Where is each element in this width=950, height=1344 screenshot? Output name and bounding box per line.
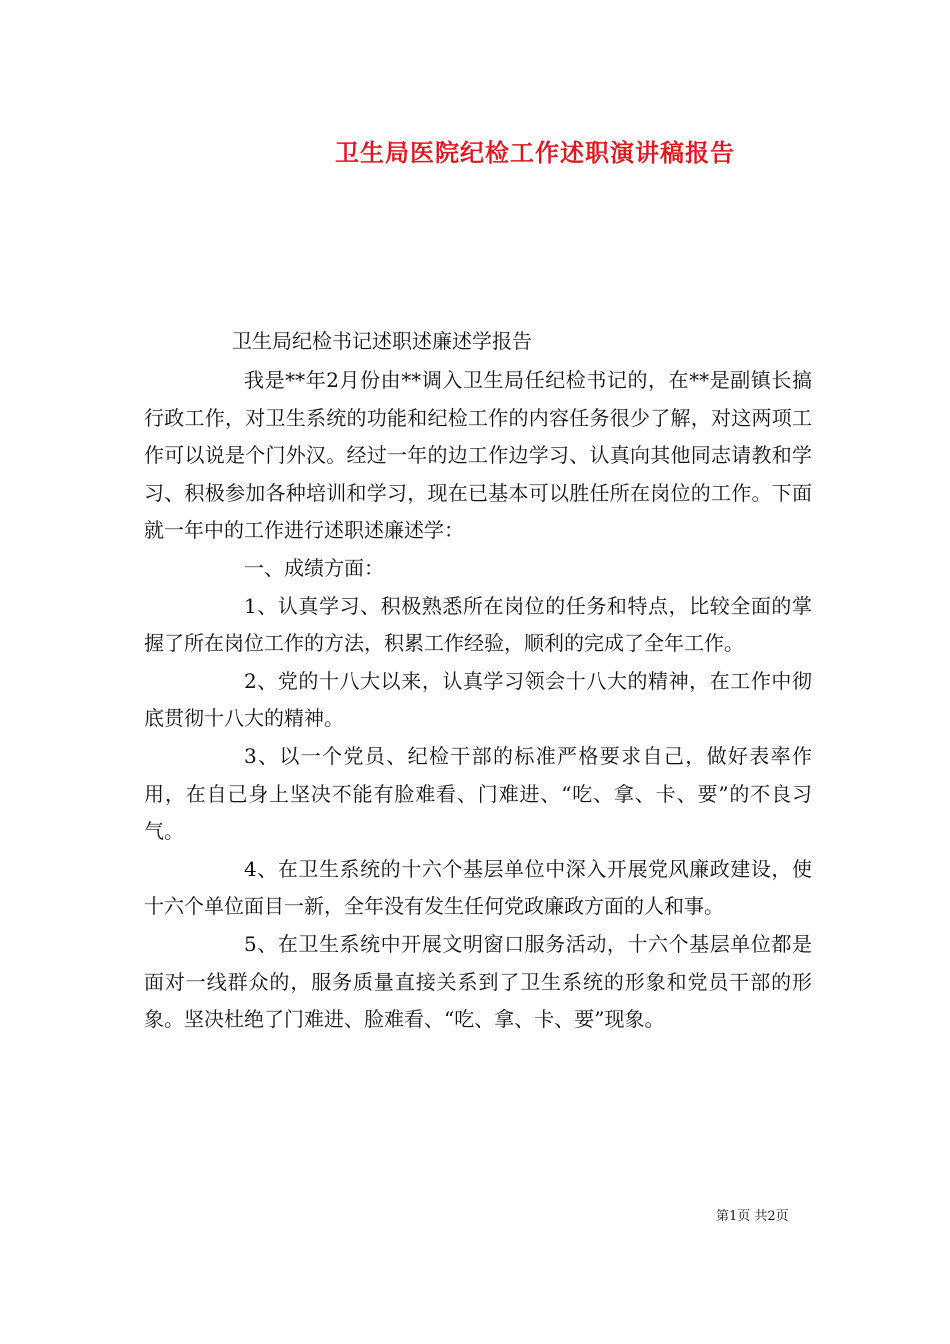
list-item: 4、在卫生系统的十六个基层单位中深入开展党风廉政建设，使十六个单位面目一新，全年没有发生任何党政廉政方面的人和事。 bbox=[144, 856, 812, 919]
list-item: 3、以一个党员、纪检干部的标准严格要求自己，做好表率作用，在自己身上坚决不能有脸难看、门难进、“吃、拿、卡、要”的不良习气。 bbox=[144, 743, 812, 844]
document-body bbox=[144, 362, 812, 1039]
list-item: 2、党的十八大以来，认真学习领会十八大的精神，在工作中彻底贯彻十八大的精神。 bbox=[144, 668, 812, 731]
page-number: 第1页 共2页 bbox=[716, 1209, 789, 1224]
intro-paragraph: 我是**年2月份由**调入卫生局任纪检书记的，在**是副镇长搞行政工作，对卫生系统的功能和纪检工作的内容任务很少了解，对这两项工作可以说是个门外汉。经过一年的边工作边学习、认真向其他同志请教和学习、积极参加各种培训和学习，现在已基本可以胜任所在岗位的工作。下面就一年中的工作进行述职述廉述学： bbox=[144, 368, 812, 543]
list-item: 5、在卫生系统中开展文明窗口服务活动，十六个基层单位都是面对一线群众的，服务质量直接关系到了卫生系统的形象和党员干部的形象。坚决杜绝了门难进、脸难看、“吃、拿、卡、要”现象。 bbox=[144, 931, 812, 1032]
document-subtitle: 卫生局纪检书记述职述廉述学报告 bbox=[232, 329, 532, 353]
list-item: 1、认真学习、积极熟悉所在岗位的任务和特点，比较全面的掌握了所在岗位工作的方法，积累工作经验，顺利的完成了全年工作。 bbox=[144, 593, 812, 656]
document-title: 卫生局医院纪检工作述职演讲稿报告 bbox=[335, 138, 735, 167]
section-heading-achievements: 一、成绩方面： bbox=[244, 555, 384, 580]
